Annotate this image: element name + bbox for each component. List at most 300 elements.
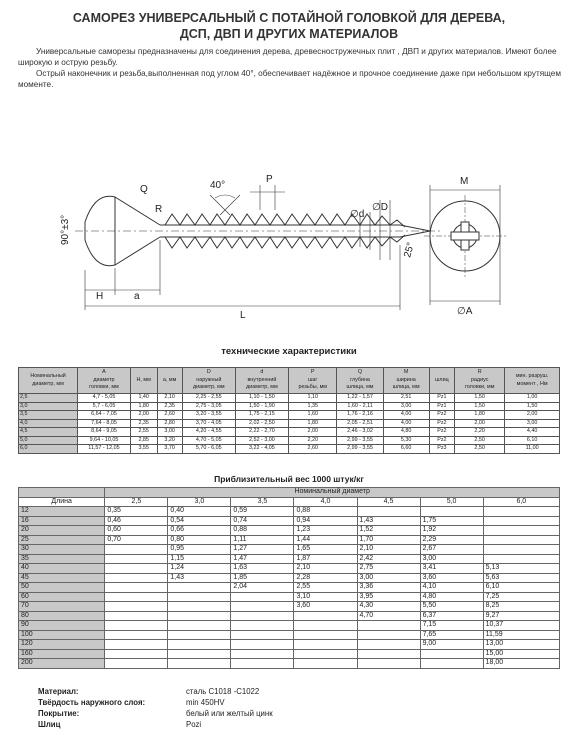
weight-table-row: [19, 649, 560, 659]
specs-header-line: Номинальный: [30, 373, 66, 379]
specs-table-cell: 1,40: [130, 394, 157, 403]
specs-table-cell: 2,85: [130, 436, 157, 445]
specs-header-line: резьбы, мм: [298, 384, 327, 391]
weight-table-row: [19, 507, 560, 517]
weight-table-row: [19, 545, 560, 555]
weight-value-cell: [105, 659, 168, 669]
weight-diameter-cell: 5,0: [420, 497, 483, 507]
weight-value-cell: [357, 640, 420, 650]
weight-value-cell: 3,41: [420, 564, 483, 574]
specs-table-cell: 6,64 - 7,05: [78, 411, 131, 420]
weight-value-cell: [483, 516, 559, 526]
specs-header-line: ширина: [396, 376, 416, 383]
weight-value-cell: 4,30: [357, 602, 420, 612]
weight-value-cell: 1,24: [168, 564, 231, 574]
intro-text: [18, 46, 566, 90]
specs-table-cell: Pz2: [429, 419, 454, 428]
specs-table-cell: 3,55: [130, 445, 157, 454]
weight-value-cell: [294, 630, 357, 640]
weight-value-cell: 8,25: [483, 602, 559, 612]
weight-value-cell: 4,10: [420, 583, 483, 593]
intro-paragraph-2: Острый наконечник и резьба,выполненная под углом 40°, обеспечивает надёжное и прочное соединение даже при небольшом крутящем моменте.: [18, 69, 561, 89]
specs-table-row: [19, 394, 560, 403]
weight-value-cell: [168, 621, 231, 631]
weight-length-cell: 12: [19, 507, 105, 517]
specs-table-cell: Pz2: [429, 428, 454, 437]
weight-table-row: [19, 659, 560, 669]
specs-table-cell: Pz3: [429, 445, 454, 454]
weight-value-cell: [357, 649, 420, 659]
weight-table-title: Приблизительный вес 1000 штук/кг: [214, 474, 364, 484]
specs-table-row: [19, 419, 560, 428]
specs-table-cell: 2,80: [157, 419, 182, 428]
specs-header-line: мин. разруш.: [515, 373, 549, 379]
specs-table-cell: Pz2: [429, 436, 454, 445]
weight-table-row: [19, 573, 560, 583]
specs-table-cell: 2,55: [130, 428, 157, 437]
weight-value-cell: 3,00: [420, 554, 483, 564]
specs-table-cell: 6,60: [383, 445, 429, 454]
specs-table-cell: 4,40: [505, 428, 560, 437]
weight-table-row: [19, 554, 560, 564]
weight-value-cell: 5,63: [483, 573, 559, 583]
weight-length-header-blank: [19, 488, 105, 498]
weight-value-cell: [168, 649, 231, 659]
specs-table-cell: 2,02 - 2,50: [235, 419, 288, 428]
weight-value-cell: 3,00: [357, 573, 420, 583]
weight-value-cell: [105, 573, 168, 583]
specs-table-cell: 1,10 - 1,50: [235, 394, 288, 403]
specs-table-cell: 2,35: [130, 419, 157, 428]
weight-value-cell: 9,00: [420, 640, 483, 650]
specs-header-line: наружный: [196, 376, 222, 383]
weight-value-cell: 3,10: [294, 592, 357, 602]
specs-header-line: R: [477, 369, 482, 376]
specs-table-cell: 2,50: [455, 445, 505, 454]
screw-technical-drawing: [60, 170, 520, 320]
weight-value-cell: 1,44: [294, 535, 357, 545]
weight-value-cell: 2,42: [357, 554, 420, 564]
weight-value-cell: [231, 630, 294, 640]
weight-length-cell: 70: [19, 602, 105, 612]
specs-header-cell: [78, 368, 131, 394]
weight-length-cell: 30: [19, 545, 105, 555]
weight-value-cell: 10,37: [483, 621, 559, 631]
specs-table-cell: 3,00: [383, 402, 429, 411]
specs-header-line: головки, мм: [89, 384, 119, 391]
specs-table-cell: 3,0: [19, 402, 78, 411]
label-d: ∅d: [350, 209, 365, 220]
specs-table-cell: 1,50: [455, 402, 505, 411]
label-D: ∅D: [372, 202, 388, 213]
weight-value-cell: 2,10: [357, 545, 420, 555]
specs-table-cell: 1,80: [289, 419, 337, 428]
specs-table-cell: 1,35: [289, 402, 337, 411]
weight-value-cell: 1,43: [168, 573, 231, 583]
specs-table-cell: 2,99 - 3,55: [337, 436, 383, 445]
specs-header-line: d: [260, 369, 264, 376]
property-row: [38, 719, 273, 730]
specs-header-line: шлица, мм: [346, 384, 374, 391]
specs-table-cell: 1,22 - 1,57: [337, 394, 383, 403]
weight-value-cell: 2,10: [294, 564, 357, 574]
specs-table-cell: 4,00: [383, 419, 429, 428]
weight-value-cell: [483, 554, 559, 564]
weight-diameter-cell: 3,5: [231, 497, 294, 507]
weight-value-cell: 3,36: [357, 583, 420, 593]
specs-table-title: технические характеристики: [221, 346, 357, 357]
weight-value-cell: 1,63: [231, 564, 294, 574]
property-key: Материал:: [38, 687, 79, 696]
weight-value-cell: 11,59: [483, 630, 559, 640]
weight-value-cell: 2,55: [294, 583, 357, 593]
specs-header-cell: [455, 368, 505, 394]
specs-table-cell: 2,51: [383, 394, 429, 403]
specs-header-line: шлиц: [435, 376, 449, 383]
specs-header-line: диаметр: [93, 376, 115, 383]
specs-table-cell: 1,60: [289, 411, 337, 420]
weight-table-row: [19, 535, 560, 545]
label-P: P: [266, 174, 273, 185]
specs-header-line: головки, мм: [464, 384, 495, 391]
specs-table-cell: 1,50 - 1,90: [235, 402, 288, 411]
specs-table-cell: 1,75 - 2,15: [235, 411, 288, 420]
specs-table-cell: Pz2: [429, 411, 454, 420]
specs-header-cell: [429, 368, 454, 394]
specs-table-cell: 2,5: [19, 394, 78, 403]
weight-value-cell: [231, 611, 294, 621]
label-head-angle: 90°±3°: [60, 214, 71, 245]
weight-table-row: [19, 621, 560, 631]
specs-header-cell: [235, 368, 288, 394]
weight-value-cell: [105, 592, 168, 602]
specs-table-cell: 1,50: [455, 394, 505, 403]
property-key: Твёрдость наружного слоя:: [38, 698, 146, 707]
weight-value-cell: [231, 640, 294, 650]
specs-table-row: [19, 402, 560, 411]
weight-length-cell: 90: [19, 621, 105, 631]
weight-value-cell: [420, 659, 483, 669]
specs-table-cell: 1,00: [505, 394, 560, 403]
weight-table-row: [19, 630, 560, 640]
weight-value-cell: [357, 659, 420, 669]
specs-header-line: глубина: [350, 376, 370, 383]
specs-table-cell: 2,46 - 3,02: [337, 428, 383, 437]
specs-table-cell: Pz1: [429, 394, 454, 403]
specs-header-cell: [505, 368, 560, 394]
weight-value-cell: [168, 659, 231, 669]
weight-value-cell: [168, 611, 231, 621]
weight-value-cell: 1,47: [231, 554, 294, 564]
weight-table-row: [19, 602, 560, 612]
specs-header-line: a, мм: [162, 376, 177, 383]
weight-value-cell: [105, 630, 168, 640]
weight-value-cell: [294, 611, 357, 621]
weight-length-cell: 80: [19, 611, 105, 621]
weight-diameter-cell: 2,5: [105, 497, 168, 507]
weight-length-cell: 160: [19, 649, 105, 659]
title-line-2: ДСП, ДВП И ДРУГИХ МАТЕРИАЛОВ: [179, 27, 399, 41]
specs-table-cell: 3,22 - 4,05: [235, 445, 288, 454]
specs-table-cell: 7,64 - 8,05: [78, 419, 131, 428]
weight-header-row: [19, 488, 560, 498]
specs-header-line: диаметр, мм: [246, 384, 278, 391]
specs-table-cell: 1,76 - 2,16: [337, 411, 383, 420]
weight-value-cell: 2,67: [420, 545, 483, 555]
weight-length-cell: 120: [19, 640, 105, 650]
specs-table-cell: 1,80: [130, 402, 157, 411]
weight-length-cell: 200: [19, 659, 105, 669]
specs-header-line: диаметр, мм: [193, 384, 225, 391]
weight-group-header: Номинальный диаметр: [105, 488, 560, 498]
weight-value-cell: 0,88: [294, 507, 357, 517]
weight-value-cell: 0,40: [168, 507, 231, 517]
weight-length-header: Длина: [19, 497, 105, 507]
weight-length-cell: 50: [19, 583, 105, 593]
weight-value-cell: [105, 621, 168, 631]
weight-value-cell: [105, 649, 168, 659]
specs-table-row: [19, 428, 560, 437]
weight-value-cell: [105, 564, 168, 574]
weight-length-cell: 100: [19, 630, 105, 640]
specs-table-cell: 2,00: [130, 411, 157, 420]
weight-value-cell: 6,37: [420, 611, 483, 621]
weight-length-cell: 60: [19, 592, 105, 602]
specs-table-cell: 4,0: [19, 419, 78, 428]
label-L: L: [240, 310, 246, 320]
label-H: H: [96, 291, 104, 302]
specs-table-cell: 4,80: [383, 428, 429, 437]
weight-length-cell: 40: [19, 564, 105, 574]
weight-value-cell: [357, 621, 420, 631]
weight-value-cell: [231, 659, 294, 669]
specs-header-line: Q: [357, 369, 363, 376]
specs-header-cell: [289, 368, 337, 394]
specs-table-cell: 4,20 - 4,55: [182, 428, 235, 437]
intro-paragraph-1: Универсальные саморезы предназначены для соединения дерева, древесностружечных плит , ДВП и других материалов. Имеют более широкую и острую резьбу.: [18, 47, 557, 67]
specs-table-cell: 6,0: [19, 445, 78, 454]
weight-length-cell: 20: [19, 526, 105, 536]
specs-header-line: радиус: [470, 376, 489, 383]
specs-table-row: [19, 411, 560, 420]
property-key: Покрытие:: [38, 709, 80, 718]
weight-value-cell: [168, 630, 231, 640]
specs-header-cell: [337, 368, 383, 394]
weight-value-cell: 7,65: [420, 630, 483, 640]
weight-value-cell: 5,13: [483, 564, 559, 574]
weight-value-cell: 1,43: [357, 516, 420, 526]
specs-header-line: M: [403, 369, 409, 376]
weight-value-cell: [105, 602, 168, 612]
weight-value-cell: [483, 507, 559, 517]
specs-table-cell: 4,00: [383, 411, 429, 420]
weight-diameter-cell: 3,0: [168, 497, 231, 507]
weight-table-row: [19, 564, 560, 574]
specs-header-line: диаметр, мм: [32, 380, 64, 387]
weight-value-cell: [483, 535, 559, 545]
specs-table-cell: 3,20 - 3,55: [182, 411, 235, 420]
weight-value-cell: [168, 602, 231, 612]
weight-value-cell: 3,95: [357, 592, 420, 602]
weight-value-cell: [231, 621, 294, 631]
specs-header-cell: [130, 368, 157, 394]
specs-table-cell: 2,35: [157, 402, 182, 411]
specs-header-line: A: [102, 369, 106, 376]
weight-value-cell: 1,27: [231, 545, 294, 555]
weight-value-cell: [420, 649, 483, 659]
label-thread-angle: 40°: [210, 180, 226, 191]
specs-table-row: [19, 436, 560, 445]
specs-header-cell: [19, 368, 78, 394]
weight-table-row: [19, 611, 560, 621]
specs-table-cell: 4,5: [19, 428, 78, 437]
specs-table-cell: 2,00: [455, 419, 505, 428]
specs-table-cell: 6,10: [505, 436, 560, 445]
weight-value-cell: 0,66: [168, 526, 231, 536]
specs-table: [18, 367, 560, 454]
specs-table-cell: 2,00: [505, 411, 560, 420]
specs-table-cell: 4,7 - 5,05: [78, 394, 131, 403]
weight-value-cell: 1,70: [357, 535, 420, 545]
weight-value-cell: 0,46: [105, 516, 168, 526]
specs-table-cell: 5,70 - 6,05: [182, 445, 235, 454]
specs-header-line: момент , Нм: [516, 380, 548, 387]
specs-table-cell: 5,30: [383, 436, 429, 445]
specs-table-cell: 3,70 - 4,05: [182, 419, 235, 428]
specs-table-cell: 9,64 - 10,05: [78, 436, 131, 445]
specs-table-cell: 2,25 - 2,55: [182, 394, 235, 403]
weight-value-cell: [105, 545, 168, 555]
specs-table-cell: 2,60: [157, 411, 182, 420]
weight-length-cell: 16: [19, 516, 105, 526]
specs-table-cell: Pz1: [429, 402, 454, 411]
specs-table-cell: 2,50: [455, 436, 505, 445]
weight-value-cell: 4,80: [420, 592, 483, 602]
weight-value-cell: [231, 592, 294, 602]
weight-value-cell: 1,92: [420, 526, 483, 536]
document-title: [0, 10, 578, 42]
weight-value-cell: 0,80: [168, 535, 231, 545]
specs-table-cell: 3,00: [505, 419, 560, 428]
weight-value-cell: [294, 659, 357, 669]
weight-diameter-cell: 4,5: [357, 497, 420, 507]
specs-table-cell: 2,75 - 3,05: [182, 402, 235, 411]
specs-header-line: внутренний: [247, 376, 277, 383]
specs-table-cell: 2,05 - 2,51: [337, 419, 383, 428]
specs-table-cell: 2,00: [289, 428, 337, 437]
weight-value-cell: 1,85: [231, 573, 294, 583]
weight-value-cell: 2,75: [357, 564, 420, 574]
specs-table-cell: 4,70 - 5,05: [182, 436, 235, 445]
specs-table-cell: 1,50: [505, 402, 560, 411]
specs-table-cell: 3,20: [157, 436, 182, 445]
weight-value-cell: 0,94: [294, 516, 357, 526]
specs-header-line: D: [206, 369, 211, 376]
weight-value-cell: [294, 640, 357, 650]
weight-table: [18, 487, 560, 669]
weight-value-cell: [105, 554, 168, 564]
specs-header-line: шлица, мм: [392, 384, 420, 391]
weight-value-cell: 6,10: [483, 583, 559, 593]
specs-table-cell: 2,52 - 3,00: [235, 436, 288, 445]
specs-table-cell: 2,10: [157, 394, 182, 403]
weight-value-cell: 1,75: [420, 516, 483, 526]
label-A: ∅A: [457, 306, 473, 317]
weight-value-cell: [231, 649, 294, 659]
weight-value-cell: 1,11: [231, 535, 294, 545]
weight-value-cell: 0,74: [231, 516, 294, 526]
weight-value-cell: [105, 640, 168, 650]
specs-table-cell: 8,64 - 9,05: [78, 428, 131, 437]
label-M: M: [460, 176, 469, 187]
specs-table-cell: 2,20: [289, 436, 337, 445]
weight-value-cell: [168, 640, 231, 650]
title-line-1: САМОРЕЗ УНИВЕРСАЛЬНЫЙ С ПОТАЙНОЙ ГОЛОВКОЙ ДЛЯ ДЕРЕВА,: [72, 11, 506, 25]
label-a: a: [134, 291, 140, 302]
specs-header-line: P: [310, 369, 315, 376]
specs-table-cell: 3,00: [157, 428, 182, 437]
specs-table-cell: 11,57 - 12,05: [78, 445, 131, 454]
weight-value-cell: 0,59: [231, 507, 294, 517]
label-R: R: [155, 204, 163, 215]
specs-header-line: H, мм: [136, 376, 151, 383]
specs-table-row: [19, 445, 560, 454]
weight-value-cell: 1,87: [294, 554, 357, 564]
weight-value-cell: 7,25: [483, 592, 559, 602]
specs-table-cell: 2,22 - 2,70: [235, 428, 288, 437]
specs-header-cell: [383, 368, 429, 394]
weight-table-row: [19, 592, 560, 602]
specs-table-cell: 2,60: [289, 445, 337, 454]
weight-value-cell: 2,28: [294, 573, 357, 583]
weight-table-row: [19, 526, 560, 536]
property-key: Шлиц: [38, 720, 61, 729]
weight-value-cell: 0,54: [168, 516, 231, 526]
specs-table-cell: 5,7 - 6,05: [78, 402, 131, 411]
property-value: min 450HV: [186, 698, 225, 707]
weight-value-cell: [168, 583, 231, 593]
weight-value-cell: [420, 507, 483, 517]
weight-value-cell: 3,60: [294, 602, 357, 612]
specs-table-cell: 3,5: [19, 411, 78, 420]
weight-value-cell: [168, 592, 231, 602]
weight-diameter-cell: 4,0: [294, 497, 357, 507]
property-value: сталь С1018 -С1022: [186, 687, 260, 696]
weight-value-cell: [357, 630, 420, 640]
property-row: [38, 697, 273, 708]
weight-value-cell: [105, 583, 168, 593]
specs-table-cell: 2,99 - 3,55: [337, 445, 383, 454]
weight-value-cell: [357, 507, 420, 517]
weight-value-cell: 5,50: [420, 602, 483, 612]
weight-value-cell: 15,00: [483, 649, 559, 659]
weight-table-row: [19, 516, 560, 526]
weight-value-cell: [105, 611, 168, 621]
weight-value-cell: 0,88: [231, 526, 294, 536]
specs-table-cell: 3,70: [157, 445, 182, 454]
specs-table-cell: 11,00: [505, 445, 560, 454]
specs-table-cell: 5,0: [19, 436, 78, 445]
property-value: Pozi: [186, 720, 202, 729]
specs-header-line: шаг: [308, 376, 318, 383]
specs-table-cell: 1,10: [289, 394, 337, 403]
weight-value-cell: [483, 526, 559, 536]
material-properties: [38, 686, 273, 730]
weight-table-row: [19, 583, 560, 593]
weight-value-cell: 9,27: [483, 611, 559, 621]
specs-table-cell: 2,20: [455, 428, 505, 437]
weight-length-cell: 45: [19, 573, 105, 583]
